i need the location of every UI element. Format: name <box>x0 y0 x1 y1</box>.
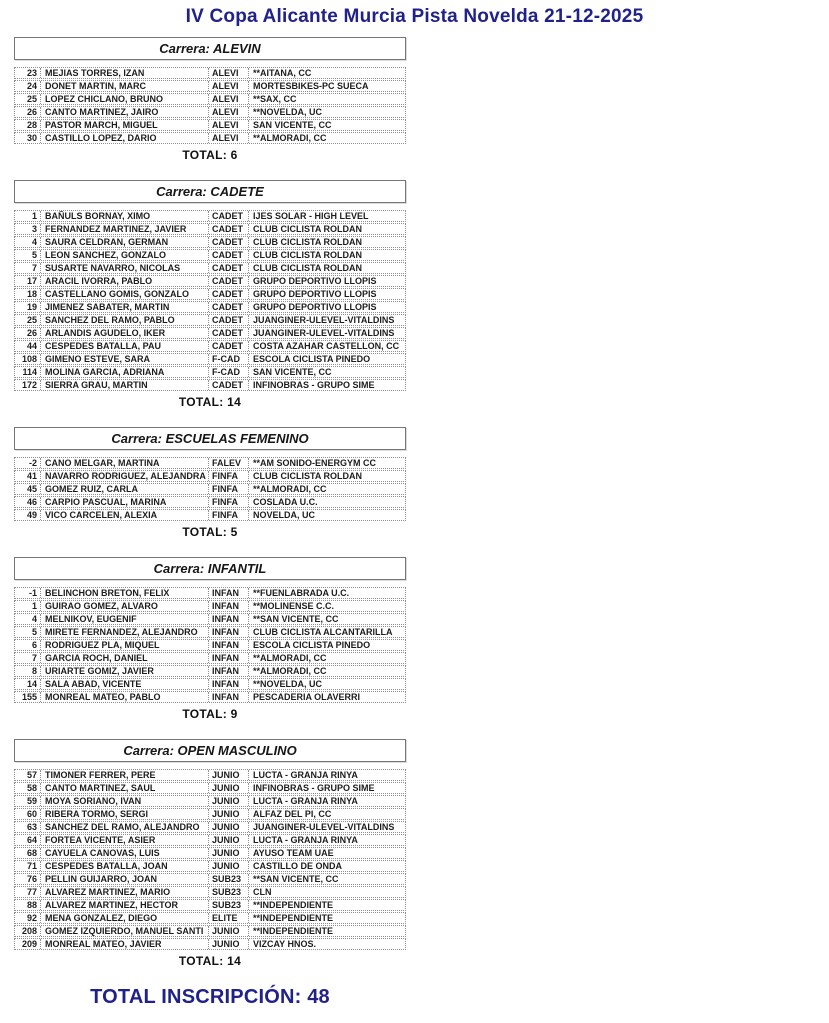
rider-row <box>14 457 406 469</box>
rider-number: 5 <box>31 627 37 637</box>
rider-row <box>14 665 406 677</box>
rider-number: 46 <box>26 497 37 507</box>
rider-row <box>14 470 406 482</box>
rider-club: COSTA AZAHAR CASTELLON, CC <box>248 341 405 351</box>
rider-number: 18 <box>26 289 37 299</box>
race-header: Carrera: OPEN MASCULINO <box>14 739 406 762</box>
rider-category: INFAN <box>208 588 248 598</box>
rider-number: 23 <box>26 68 37 78</box>
rider-club: LUCTA - GRANJA RINYA <box>248 796 405 806</box>
rider-category: INFAN <box>208 666 248 676</box>
rider-row <box>14 808 406 820</box>
rider-club: VIZCAY HNOS. <box>248 939 405 949</box>
rider-name: ALVAREZ MARTINEZ, HECTOR <box>40 900 208 910</box>
rider-number: 68 <box>26 848 37 858</box>
rider-row <box>14 912 406 924</box>
rider-table <box>14 587 406 703</box>
rider-number: 24 <box>26 81 37 91</box>
rider-name: ALVAREZ MARTINEZ, MARIO <box>40 887 208 897</box>
race-header: Carrera: INFANTIL <box>14 557 406 580</box>
rider-table <box>14 67 406 144</box>
rider-club: **ALMORADI, CC <box>248 484 405 494</box>
rider-club: **ALMORADI, CC <box>248 666 405 676</box>
rider-row <box>14 119 406 131</box>
section-total: TOTAL: 5 <box>182 525 238 539</box>
rider-club: **ALMORADI, CC <box>248 653 405 663</box>
rider-row <box>14 275 406 287</box>
rider-number: 57 <box>26 770 37 780</box>
rider-name: MENA GONZALEZ, DIEGO <box>40 913 208 923</box>
rider-club: ESCOLA CICLISTA PINEDO <box>248 354 405 364</box>
rider-number: 7 <box>31 653 37 663</box>
rider-row <box>14 223 406 235</box>
rider-name: URIARTE GOMIZ, JAVIER <box>40 666 208 676</box>
rider-club: LUCTA - GRANJA RINYA <box>248 770 405 780</box>
rider-number: 26 <box>26 328 37 338</box>
rider-name: ARLANDIS AGUDELO, IKER <box>40 328 208 338</box>
rider-category: ALEVI <box>208 94 248 104</box>
rider-row <box>14 626 406 638</box>
race-header: Carrera: ALEVIN <box>14 37 406 60</box>
rider-number: 77 <box>26 887 37 897</box>
rider-category: CADET <box>208 237 248 247</box>
rider-category: JUNIO <box>208 848 248 858</box>
rider-club: CLUB CICLISTA ROLDAN <box>248 250 405 260</box>
rider-club: GRUPO DEPORTIVO LLOPIS <box>248 302 405 312</box>
rider-row <box>14 678 406 690</box>
rider-category: INFAN <box>208 627 248 637</box>
rider-number: 14 <box>26 679 37 689</box>
rider-row <box>14 67 406 79</box>
rider-club: AYUSO TEAM UAE <box>248 848 405 858</box>
rider-club: INFINOBRAS - GRUPO SIME <box>248 380 405 390</box>
rider-name: SIERRA GRAU, MARTIN <box>40 380 208 390</box>
rider-club: INFINOBRAS - GRUPO SIME <box>248 783 405 793</box>
rider-category: ELITE <box>208 913 248 923</box>
rider-name: CASTILLO LOPEZ, DARIO <box>40 133 208 143</box>
rider-category: CADET <box>208 211 248 221</box>
rider-number: 7 <box>31 263 37 273</box>
rider-row <box>14 327 406 339</box>
rider-name: JIMENEZ SABATER, MARTIN <box>40 302 208 312</box>
rider-category: ALEVI <box>208 107 248 117</box>
rider-number: 88 <box>26 900 37 910</box>
rider-row <box>14 769 406 781</box>
rider-name: ARACIL IVORRA, PABLO <box>40 276 208 286</box>
rider-number: 3 <box>31 224 37 234</box>
rider-name: SANCHEZ DEL RAMO, ALEJANDRO <box>40 822 208 832</box>
rider-number: 25 <box>26 94 37 104</box>
sections-container <box>14 37 406 968</box>
rider-club: CLUB CICLISTA ALCANTARILLA <box>248 627 405 637</box>
rider-name: SALA ABAD, VICENTE <box>40 679 208 689</box>
rider-club: **INDEPENDIENTE <box>248 926 405 936</box>
rider-number: 25 <box>26 315 37 325</box>
rider-category: CADET <box>208 315 248 325</box>
rider-club: **SAN VICENTE, CC <box>248 874 405 884</box>
rider-name: MONREAL MATEO, JAVIER <box>40 939 208 949</box>
rider-name: PASTOR MARCH, MIGUEL <box>40 120 208 130</box>
rider-club: **INDEPENDIENTE <box>248 913 405 923</box>
rider-name: CARPIO PASCUAL, MARINA <box>40 497 208 507</box>
rider-number: 60 <box>26 809 37 819</box>
rider-category: CADET <box>208 263 248 273</box>
rider-row <box>14 847 406 859</box>
rider-club: LUCTA - GRANJA RINYA <box>248 835 405 845</box>
rider-category: INFAN <box>208 692 248 702</box>
rider-number: 58 <box>26 783 37 793</box>
rider-name: DONET MARTIN, MARC <box>40 81 208 91</box>
rider-number: 8 <box>31 666 37 676</box>
rider-number: 49 <box>26 510 37 520</box>
rider-category: INFAN <box>208 601 248 611</box>
rider-number: 76 <box>26 874 37 884</box>
rider-category: JUNIO <box>208 926 248 936</box>
rider-club: CLN <box>248 887 405 897</box>
rider-club: JUANGINER-ULEVEL-VITALDINS <box>248 328 405 338</box>
rider-club: ESCOLA CICLISTA PINEDO <box>248 640 405 650</box>
rider-number: 114 <box>22 367 37 377</box>
rider-club: COSLADA U.C. <box>248 497 405 507</box>
rider-name: MONREAL MATEO, PABLO <box>40 692 208 702</box>
rider-name: PELLIN GUIJARRO, JOAN <box>40 874 208 884</box>
rider-name: NAVARRO RODRIGUEZ, ALEJANDRA <box>40 471 208 481</box>
rider-name: TIMONER FERRER, PERE <box>40 770 208 780</box>
rider-row <box>14 509 406 521</box>
rider-name: LEON SANCHEZ, GONZALO <box>40 250 208 260</box>
rider-club: CLUB CICLISTA ROLDAN <box>248 263 405 273</box>
rider-number: 1 <box>31 211 37 221</box>
rider-club: **SAX, CC <box>248 94 405 104</box>
section-total: TOTAL: 9 <box>182 707 238 721</box>
rider-table <box>14 769 406 950</box>
rider-club: CASTILLO DE ONDA <box>248 861 405 871</box>
rider-category: F-CAD <box>208 367 248 377</box>
rider-number: -2 <box>28 458 37 468</box>
rider-row <box>14 925 406 937</box>
rider-club: **SAN VICENTE, CC <box>248 614 405 624</box>
rider-row <box>14 93 406 105</box>
rider-club: JUANGINER-ULEVEL-VITALDINS <box>248 315 405 325</box>
rider-name: FORTEA VICENTE, ASIER <box>40 835 208 845</box>
rider-number: -1 <box>28 588 37 598</box>
rider-club: CLUB CICLISTA ROLDAN <box>248 471 405 481</box>
rider-name: BELINCHON BRETON, FELIX <box>40 588 208 598</box>
rider-name: MOYA SORIANO, IVAN <box>40 796 208 806</box>
rider-club: GRUPO DEPORTIVO LLOPIS <box>248 289 405 299</box>
rider-number: 45 <box>26 484 37 494</box>
rider-category: CADET <box>208 302 248 312</box>
rider-number: 17 <box>26 276 37 286</box>
rider-club: **AITANA, CC <box>248 68 405 78</box>
rider-row <box>14 80 406 92</box>
rider-number: 6 <box>31 640 37 650</box>
rider-row <box>14 483 406 495</box>
rider-club: **ALMORADI, CC <box>248 133 405 143</box>
rider-row <box>14 132 406 144</box>
rider-number: 26 <box>26 107 37 117</box>
rider-name: SUSARTE NAVARRO, NICOLAS <box>40 263 208 273</box>
rider-club: **FUENLABRADA U.C. <box>248 588 405 598</box>
rider-category: INFAN <box>208 614 248 624</box>
rider-row <box>14 301 406 313</box>
rider-category: JUNIO <box>208 822 248 832</box>
rider-number: 172 <box>21 380 37 390</box>
rider-number: 64 <box>26 835 37 845</box>
grand-total: TOTAL INSCRIPCIÓN: 48 <box>90 986 330 1008</box>
page-title: IV Copa Alicante Murcia Pista Novelda 21-12-2025 <box>185 6 644 27</box>
rider-category: JUNIO <box>208 939 248 949</box>
rider-row <box>14 379 406 391</box>
rider-row <box>14 353 406 365</box>
rider-club: GRUPO DEPORTIVO LLOPIS <box>248 276 405 286</box>
rider-number: 19 <box>26 302 37 312</box>
rider-name: GIMENO ESTEVE, SARA <box>40 354 208 364</box>
section-total: TOTAL: 6 <box>182 148 238 162</box>
race-section <box>14 557 406 721</box>
rider-name: GUIRAO GOMEZ, ALVARO <box>40 601 208 611</box>
rider-club: MORTESBIKES-PC SUECA <box>248 81 405 91</box>
rider-name: MIRETE FERNANDEZ, ALEJANDRO <box>40 627 208 637</box>
rider-name: MELNIKOV, EUGENIF <box>40 614 208 624</box>
rider-category: SUB23 <box>208 887 248 897</box>
rider-category: CADET <box>208 380 248 390</box>
rider-name: MOLINA GARCIA, ADRIANA <box>40 367 208 377</box>
rider-name: CESPEDES BATALLA, PAU <box>40 341 208 351</box>
rider-club: NOVELDA, UC <box>248 510 405 520</box>
rider-category: SUB23 <box>208 874 248 884</box>
rider-club: ALFAZ DEL PI, CC <box>248 809 405 819</box>
rider-category: FINFA <box>208 471 248 481</box>
rider-name: CANTO MARTINEZ, JAIRO <box>40 107 208 117</box>
race-header: Carrera: CADETE <box>14 180 406 203</box>
rider-category: CADET <box>208 224 248 234</box>
rider-club: **NOVELDA, UC <box>248 107 405 117</box>
rider-club: SAN VICENTE, CC <box>248 120 405 130</box>
rider-category: CADET <box>208 341 248 351</box>
race-section <box>14 427 406 539</box>
race-section <box>14 180 406 409</box>
rider-name: CANTO MARTINEZ, SAUL <box>40 783 208 793</box>
rider-category: SUB23 <box>208 900 248 910</box>
rider-number: 208 <box>21 926 37 936</box>
rider-name: CESPEDES BATALLA, JOAN <box>40 861 208 871</box>
rider-club: PESCADERIA OLAVERRI <box>248 692 405 702</box>
rider-row <box>14 340 406 352</box>
rider-name: CANO MELGAR, MARTINA <box>40 458 208 468</box>
rider-table <box>14 457 406 521</box>
rider-club: IJES SOLAR - HIGH LEVEL <box>248 211 405 221</box>
rider-row <box>14 860 406 872</box>
race-section <box>14 739 406 968</box>
rider-number: 209 <box>21 939 37 949</box>
rider-category: CADET <box>208 328 248 338</box>
rider-row <box>14 886 406 898</box>
rider-row <box>14 587 406 599</box>
rider-club: JUANGINER-ULEVEL-VITALDINS <box>248 822 405 832</box>
rider-category: JUNIO <box>208 783 248 793</box>
rider-category: JUNIO <box>208 796 248 806</box>
rider-category: JUNIO <box>208 809 248 819</box>
rider-row <box>14 613 406 625</box>
rider-number: 41 <box>26 471 37 481</box>
rider-name: GOMEZ IZQUIERDO, MANUEL SANTI <box>40 926 208 936</box>
rider-number: 4 <box>31 614 37 624</box>
rider-category: FINFA <box>208 510 248 520</box>
rider-club: **AM SONIDO-ENERGYM CC <box>248 458 405 468</box>
rider-category: FINFA <box>208 484 248 494</box>
rider-row <box>14 288 406 300</box>
rider-category: FALEV <box>208 458 248 468</box>
rider-row <box>14 795 406 807</box>
rider-number: 59 <box>26 796 37 806</box>
rider-club: **MOLINENSE C.C. <box>248 601 405 611</box>
rider-number: 30 <box>26 133 37 143</box>
section-total: TOTAL: 14 <box>178 395 242 409</box>
rider-name: VICO CARCELEN, ALEXIA <box>40 510 208 520</box>
race-header: Carrera: ESCUELAS FEMENINO <box>14 427 406 450</box>
rider-number: 155 <box>21 692 37 702</box>
rider-row <box>14 834 406 846</box>
rider-row <box>14 262 406 274</box>
rider-name: GARCIA ROCH, DANIEL <box>40 653 208 663</box>
rider-name: FERNANDEZ MARTINEZ, JAVIER <box>40 224 208 234</box>
rider-category: JUNIO <box>208 835 248 845</box>
rider-category: ALEVI <box>208 81 248 91</box>
rider-row <box>14 782 406 794</box>
rider-category: CADET <box>208 250 248 260</box>
rider-row <box>14 873 406 885</box>
rider-name: SAURA CELDRAN, GERMAN <box>40 237 208 247</box>
rider-category: INFAN <box>208 653 248 663</box>
rider-name: SANCHEZ DEL RAMO, PABLO <box>40 315 208 325</box>
rider-row <box>14 899 406 911</box>
rider-club: CLUB CICLISTA ROLDAN <box>248 224 405 234</box>
rider-row <box>14 236 406 248</box>
rider-category: ALEVI <box>208 133 248 143</box>
rider-category: FINFA <box>208 497 248 507</box>
rider-number: 1 <box>31 601 37 611</box>
rider-category: CADET <box>208 276 248 286</box>
rider-name: RIBERA TORMO, SERGI <box>40 809 208 819</box>
rider-club: CLUB CICLISTA ROLDAN <box>248 237 405 247</box>
rider-number: 108 <box>21 354 37 364</box>
rider-row <box>14 639 406 651</box>
rider-name: LOPEZ CHICLANO, BRUNO <box>40 94 208 104</box>
rider-club: SAN VICENTE, CC <box>248 367 405 377</box>
rider-number: 4 <box>31 237 37 247</box>
rider-row <box>14 652 406 664</box>
rider-number: 63 <box>26 822 37 832</box>
rider-number: 71 <box>26 861 37 871</box>
section-total: TOTAL: 14 <box>178 954 242 968</box>
rider-row <box>14 366 406 378</box>
rider-table <box>14 210 406 391</box>
rider-category: INFAN <box>208 679 248 689</box>
rider-name: BAÑULS BORNAY, XIMO <box>40 211 208 221</box>
rider-category: CADET <box>208 289 248 299</box>
rider-number: 28 <box>26 120 37 130</box>
rider-category: JUNIO <box>208 770 248 780</box>
rider-number: 92 <box>26 913 37 923</box>
rider-row <box>14 691 406 703</box>
rider-row <box>14 106 406 118</box>
rider-category: F-CAD <box>208 354 248 364</box>
rider-club: **INDEPENDIENTE <box>248 900 405 910</box>
rider-row <box>14 496 406 508</box>
rider-row <box>14 210 406 222</box>
rider-category: ALEVI <box>208 120 248 130</box>
rider-name: MEJIAS TORRES, IZAN <box>40 68 208 78</box>
rider-name: CASTELLANO GOMIS, GONZALO <box>40 289 208 299</box>
rider-category: INFAN <box>208 640 248 650</box>
rider-row <box>14 249 406 261</box>
rider-category: JUNIO <box>208 861 248 871</box>
race-section <box>14 37 406 162</box>
rider-row <box>14 821 406 833</box>
rider-name: CAYUELA CANOVAS, LUIS <box>40 848 208 858</box>
rider-category: ALEVI <box>208 68 248 78</box>
rider-row <box>14 314 406 326</box>
rider-row <box>14 938 406 950</box>
rider-name: RODRIGUEZ PLA, MIQUEL <box>40 640 208 650</box>
rider-row <box>14 600 406 612</box>
rider-club: **NOVELDA, UC <box>248 679 405 689</box>
rider-number: 5 <box>31 250 37 260</box>
rider-number: 44 <box>26 341 37 351</box>
rider-name: GOMEZ RUIZ, CARLA <box>40 484 208 494</box>
